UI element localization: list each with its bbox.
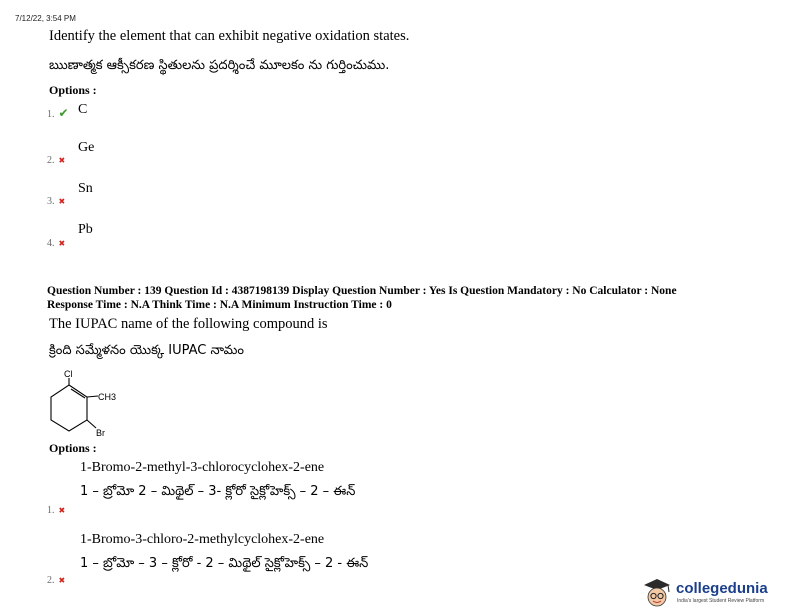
q1-option-3 [47, 191, 65, 209]
option-number: 1. [47, 505, 55, 516]
brand-tagline: India's largest Student Review Platform [677, 598, 765, 604]
timestamp: 7/12/22, 3:54 PM [15, 14, 76, 23]
q1-option-4-text: Pb [78, 222, 93, 237]
methyl-bond [87, 396, 98, 397]
cross-icon: ✖ [58, 156, 66, 165]
q2-option-2-text-telugu: 1 – బ్రోమో – 3 – క్లోరో - 2 – మిథైల్ సైక్లోహెక్స్ – 2 - ఈన్ [80, 556, 369, 571]
cyclohexene-ring [51, 385, 87, 431]
question-meta-line-2: Response Time : N.A Think Time : N.A Minimum Instruction Time : 0 [47, 299, 392, 311]
cl-label: Cl [64, 369, 73, 379]
option-number: 4. [47, 238, 55, 249]
q1-option-4 [47, 233, 65, 251]
ch3-label: CH3 [98, 392, 117, 402]
q1-option-1 [47, 104, 69, 122]
option-number: 2. [47, 575, 55, 586]
cross-icon: ✖ [58, 576, 66, 585]
question-2-text-english: The IUPAC name of the following compound is [49, 316, 328, 332]
mascot-icon [640, 576, 674, 610]
option-number: 1. [47, 109, 55, 120]
br-label: Br [96, 428, 105, 438]
checkmark-icon: ✔ [58, 106, 69, 120]
q1-option-3-text: Sn [78, 181, 93, 196]
question-1-options-label: Options : [49, 83, 97, 97]
cross-icon: ✖ [58, 506, 66, 515]
q2-option-1-text-telugu: 1 – బ్రోమో 2 – మిథైల్ – 3- క్లోరో సైక్లోహెక్స్ – 2 – ఈన్ [80, 484, 356, 499]
q1-option-2-text: Ge [78, 140, 95, 155]
question-2-text-telugu: క్రింది సమ్మేళనం యొక్క IUPAC నామం [49, 343, 244, 358]
question-1-text-telugu: ఋణాత్మక ఆక్సీకరణ స్థితులను ప్రదర్శించే మూలకం ను గుర్తించుము. [49, 58, 390, 73]
brand-name: collegedunia [676, 580, 768, 597]
option-number: 2. [47, 155, 55, 166]
option-number: 3. [47, 196, 55, 207]
cross-icon: ✖ [58, 197, 66, 206]
q2-option-2-text-english: 1-Bromo-3-chloro-2-methylcyclohex-2-ene [80, 532, 325, 547]
collegedunia-watermark [640, 576, 790, 610]
question-meta-line-1: Question Number : 139 Question Id : 4387198139 Display Question Number : Yes Is Question Mandatory : No Calculator : None [47, 285, 677, 297]
q2-option-1 [47, 500, 65, 518]
q1-option-2 [47, 150, 65, 168]
cross-icon: ✖ [58, 239, 66, 248]
question-2-options-label: Options : [49, 441, 97, 455]
chemical-structure [40, 368, 140, 442]
q2-option-2 [47, 570, 65, 588]
q1-option-1-text: C [78, 102, 88, 117]
q2-option-1-text-english: 1-Bromo-2-methyl-3-chlorocyclohex-2-ene [80, 460, 325, 475]
br-bond [87, 420, 96, 428]
question-1-text-english: Identify the element that can exhibit negative oxidation states. [49, 28, 410, 44]
